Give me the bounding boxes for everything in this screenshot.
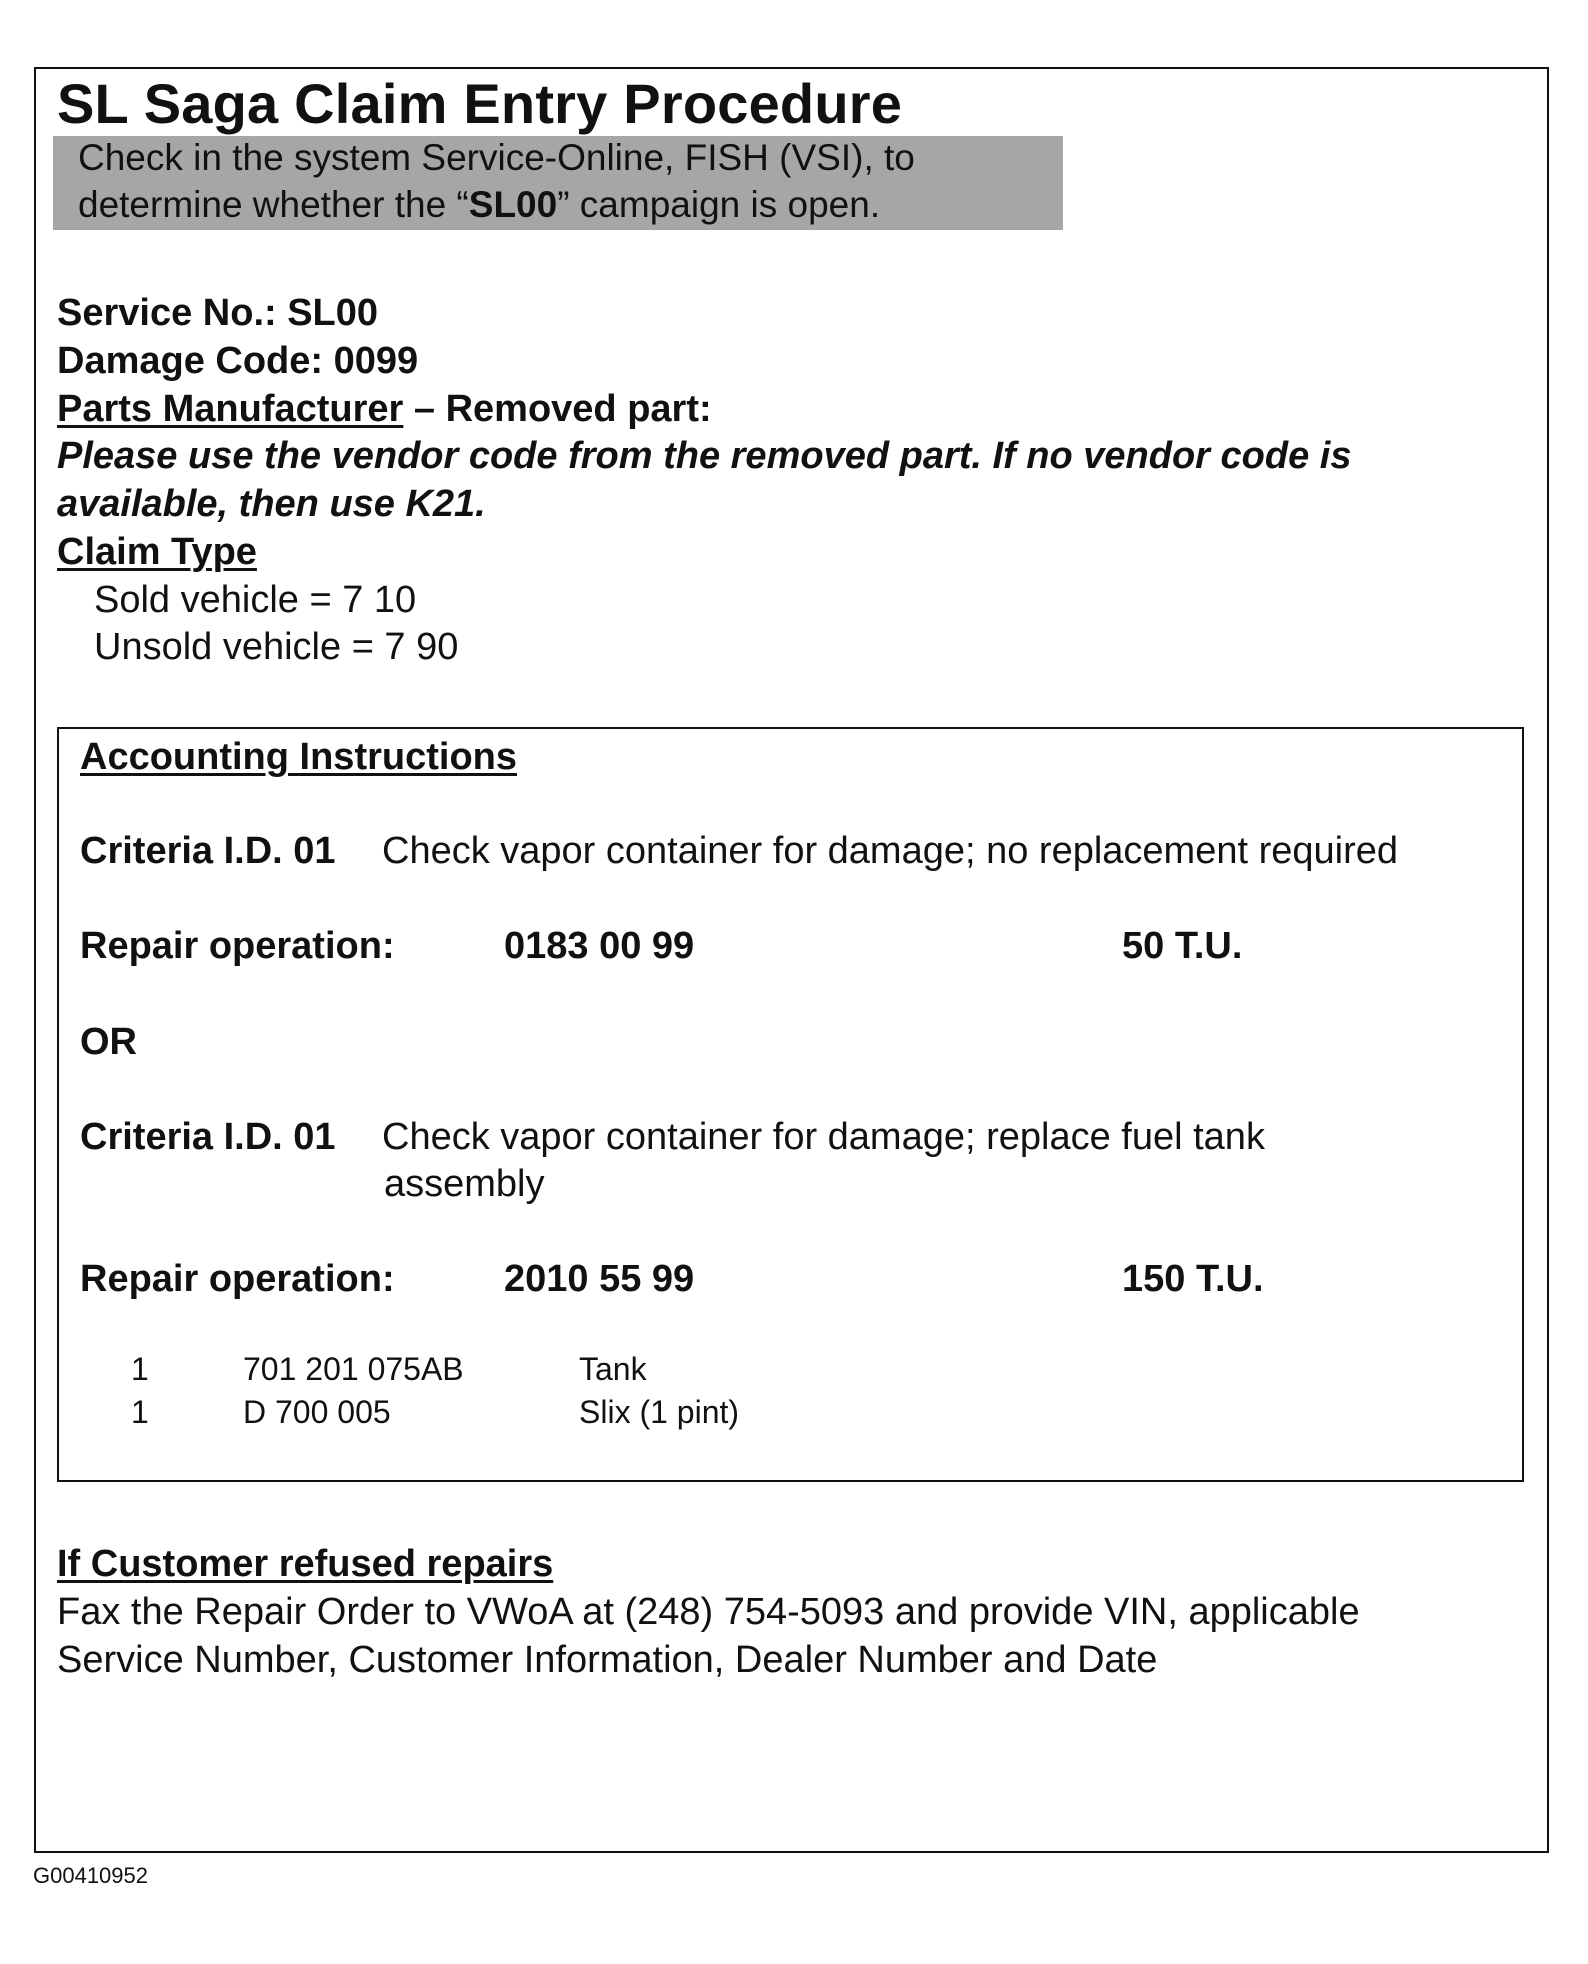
- banner-text-pre: determine whether the “: [78, 184, 469, 225]
- parts-manufacturer-heading: [57, 388, 712, 431]
- criteria-1-label: Criteria I.D. 01: [80, 830, 336, 872]
- service-number: Service No.: SL00: [57, 292, 379, 334]
- repair-1-label: Repair operation:: [80, 925, 395, 967]
- repair-2-code: 2010 55 99: [504, 1258, 695, 1300]
- parts-manufacturer-rest: – Removed part:: [403, 388, 712, 430]
- criteria-1-text: Check vapor container for damage; no replacement required: [382, 830, 1399, 872]
- repair-2-label: Repair operation:: [80, 1258, 395, 1300]
- refused-repairs-line-2: Service Number, Customer Information, Dealer Number and Date: [57, 1639, 1158, 1681]
- part-1-number: 701 201 075AB: [243, 1351, 464, 1387]
- or-separator: OR: [80, 1021, 137, 1063]
- repair-1-time-units: 50 T.U.: [1122, 925, 1243, 967]
- refused-repairs-line-1: Fax the Repair Order to VWoA at (248) 754-5093 and provide VIN, applicable: [57, 1591, 1360, 1633]
- banner-line-1: Check in the system Service-Online, FISH (VSI), to: [78, 137, 915, 178]
- accounting-heading: Accounting Instructions: [80, 736, 517, 778]
- part-2-description: Slix (1 pint): [579, 1394, 740, 1430]
- banner-text-post: ” campaign is open.: [557, 184, 881, 225]
- refused-repairs-heading: If Customer refused repairs: [57, 1543, 554, 1585]
- criteria-2-text-line-2: assembly: [384, 1163, 545, 1205]
- part-2-qty: 1: [131, 1394, 149, 1430]
- vendor-instruction-line-2: available, then use K21.: [57, 483, 486, 525]
- figure-id: G00410952: [33, 1863, 148, 1888]
- claim-type-heading: Claim Type: [57, 531, 257, 573]
- criteria-2-label: Criteria I.D. 01: [80, 1116, 336, 1158]
- repair-1-code: 0183 00 99: [504, 925, 695, 967]
- vendor-instruction-line-1: Please use the vendor code from the removed part. If no vendor code is: [57, 435, 1352, 477]
- parts-manufacturer-label: Parts Manufacturer: [57, 388, 404, 430]
- banner-line-2: [78, 184, 880, 226]
- banner-campaign-code: SL00: [468, 184, 558, 225]
- claim-type-sold: Sold vehicle = 7 10: [94, 579, 417, 621]
- damage-code: Damage Code: 0099: [57, 340, 419, 382]
- repair-2-time-units: 150 T.U.: [1122, 1258, 1264, 1300]
- page-title: SL Saga Claim Entry Procedure: [57, 72, 903, 135]
- part-1-description: Tank: [579, 1351, 647, 1387]
- claim-type-unsold: Unsold vehicle = 7 90: [94, 626, 459, 668]
- part-2-number: D 700 005: [243, 1394, 391, 1430]
- criteria-2-text-line-1: Check vapor container for damage; replace fuel tank: [382, 1116, 1265, 1158]
- part-1-qty: 1: [131, 1351, 149, 1387]
